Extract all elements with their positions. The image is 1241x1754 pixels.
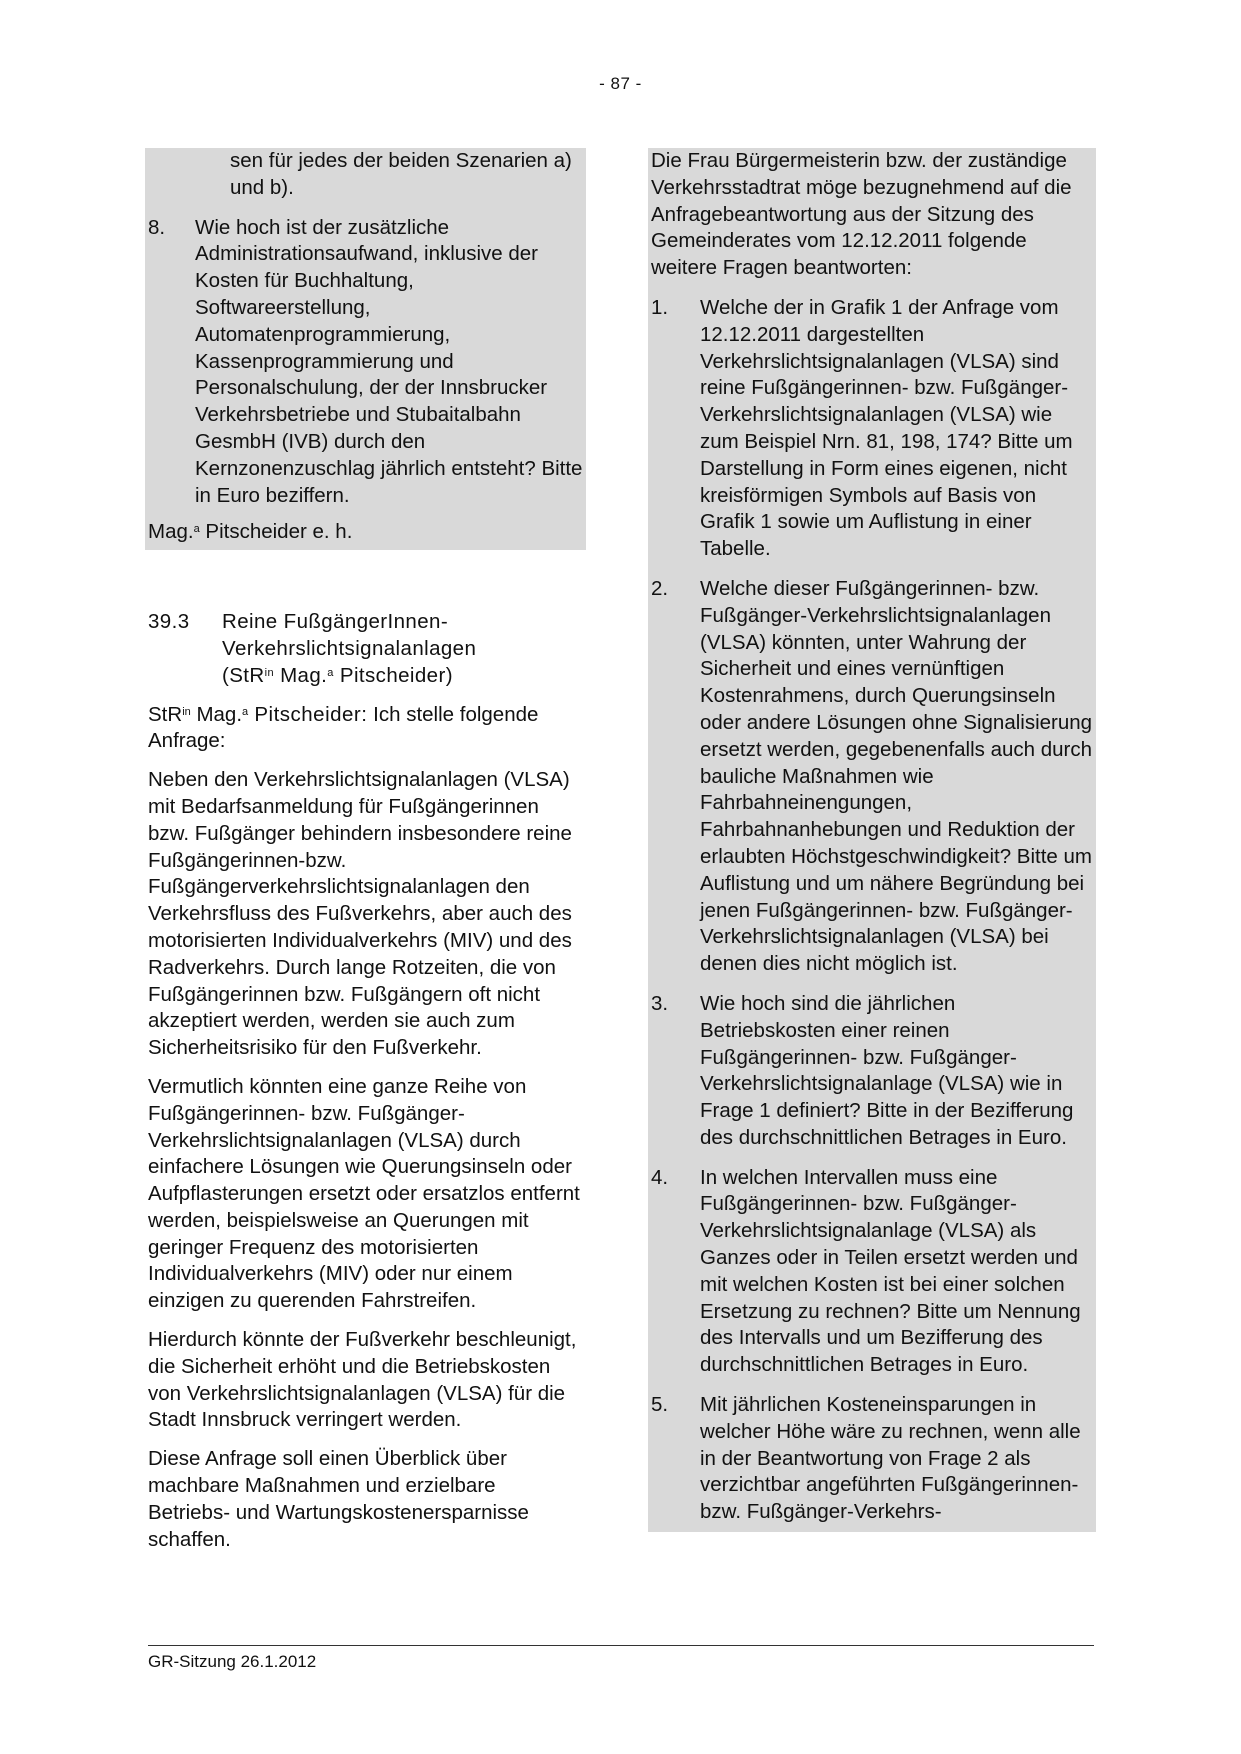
question-item-3: 3. Wie hoch sind die jährlichen Betriebskosten einer reinen Fußgängerinnen- bzw. Fußgänger-Verkehrslichtsignalanlage (VLSA) wie in Frage 1 definiert? Bitte in der Bezifferung des durchschnittlichen Betrages in Euro. — [651, 991, 1074, 1149]
questions-intro: Die Frau Bürgermeisterin bzw. der zuständige Verkehrsstadtrat möge bezugnehmend auf die Anfragebeantwortung aus der Sitzung des Gemeinderates vom 12.12.2011 folgende weitere Fragen beantworten: — [651, 149, 1072, 280]
page-number: - 87 - — [599, 74, 642, 93]
body-paragraph-1: Neben den Verkehrslichtsignalanlagen (VLSA) mit Bedarfsanmeldung für Fußgängerinnen bzw. Fußgänger behindern insbesondere reine Fußgängerinnen-bzw. Fußgängerverkehrslichtsignalanlagen den Verkehrsfluss des Fußverkehrs, aber auch des motorisierten Individualverkehrs (MIV) und des Radverkehrs. Durch lange Rotzeiten, die von Fußgängerinnen bzw. Fußgängern oft nicht akzeptiert werden, werden sie auch zum Sicherheitsrisiko für den Fußverkehr. — [148, 768, 572, 1060]
footer-text: GR-Sitzung 26.1.2012 — [148, 1652, 317, 1671]
footer-divider — [148, 1645, 1094, 1646]
question-text: Wie hoch ist der zusätzliche Administrationsaufwand, inklusive der Kosten für Buchhaltung, Softwareerstellung, Automatenprogrammierung, Kassenprogrammierung und Personalschulung, der der Innsbrucker Verkehrsbetriebe und Stubaitalbahn GesmbH (IVB) durch den Kernzonenzuschlag jährlich entsteht? Bitte in Euro beziffern. — [195, 215, 583, 507]
body-paragraph-2: Vermutlich könnten eine ganze Reihe von Fußgängerinnen- bzw. Fußgänger-Verkehrslichtsignalanlagen (VLSA) durch einfachere Lösungen wie Querungsinseln oder Aufpflasterungen ersetzt oder ersatzlos entfernt werden, beispielsweise an Querungen mit geringer Frequenz des motorisierten Individualverkehrs (MIV) oder nur einem einzigen zu querenden Fahrstreifen. — [148, 1074, 580, 1313]
question-item-8 — [148, 215, 586, 510]
question-number: 8. — [148, 215, 166, 239]
section-heading — [148, 609, 582, 689]
quoted-question-box — [145, 148, 586, 550]
speaker-name: Pitscheider: — [248, 702, 368, 726]
questions-box — [648, 148, 1096, 1532]
body-paragraph-4: Diese Anfrage soll einen Überblick über machbare Maßnahmen und erzielbare Betriebs- und Wartungskostenersparnisse schaffen. — [148, 1447, 529, 1551]
intro-paragraph: StR$^{in}$ Mag.$^a$ Pitscheider: Ich stelle folgende Anfrage: — [148, 702, 539, 753]
section-title: Reine FußgängerInnen-Verkehrslichtsignalanlagen (StR$^{in}$ Mag.$^a$ Pitscheider) — [222, 610, 477, 687]
left-column — [148, 148, 582, 1553]
question-item-2: 2. Welche dieser Fußgängerinnen- bzw. Fußgänger-Verkehrslichtsignalanlagen (VLSA) könnten, unter Wahrung der Sicherheit und eines vernünftigen Kostenrahmens, durch Querungsinseln oder andere Lösungen ohne Signalisierung ersetzt werden, gegebenenfalls auch durch bauliche Maßnahmen wie Fahrbahneinengungen, Fahrbahnanhebungen und Reduktion der erlaubten Höchstgeschwindigkeit? Bitte um Auflistung und um nähere Begründung bei jenen Fußgängerinnen- bzw. Fußgänger-Verkehrslichtsignalanlagen (VLSA) bei denen dies nicht möglich ist. — [651, 576, 1093, 976]
question-item-4: 4. In welchen Intervallen muss eine Fußgängerinnen- bzw. Fußgänger-Verkehrslichtsignalanlage (VLSA) als Ganzes oder in Teilen ersetzt werden und mit welchen Kosten ist bei einer solchen Ersetzung zu rechnen? Bitte um Nennung des Intervalls und um Bezifferung des durchschnittlichen Betrages in Euro. — [651, 1165, 1081, 1377]
body-paragraph-3: Hierdurch könnte der Fußverkehr beschleunigt, die Sicherheit erhöht und die Betriebskosten von Verkehrslichtsignalanlagen (VLSA) für die Stadt Innsbruck verringert werden. — [148, 1328, 577, 1432]
continuation-text: sen für jedes der beiden Szenarien a) und b). — [230, 149, 572, 199]
right-column — [651, 148, 1093, 1532]
question-item-1: 1. Welche der in Grafik 1 der Anfrage vom 12.12.2011 dargestellten Verkehrslichtsignalanlagen (VLSA) sind reine Fußgängerinnen- bzw. Fußgänger-Verkehrslichtsignalanlagen (VLSA) wie zum Beispiel Nrn. 81, 198, 174? Bitte um Darstellung in Form eines eigenen, nicht kreisförmigen Symbols auf Basis von Grafik 1 sowie um Auflistung in einer Tabelle. — [651, 295, 1073, 561]
question-item-5: 5. Mit jährlichen Kosteneinsparungen in welcher Höhe wäre zu rechnen, wenn alle in der Beantwortung von Frage 2 als verzichtbar angeführten Fußgängerinnen- bzw. Fußgänger-Verkehrs- — [651, 1393, 1081, 1524]
signature: Mag.$^a$ Pitscheider e. h. — [148, 520, 353, 544]
section-number: 39.3 — [148, 610, 190, 634]
